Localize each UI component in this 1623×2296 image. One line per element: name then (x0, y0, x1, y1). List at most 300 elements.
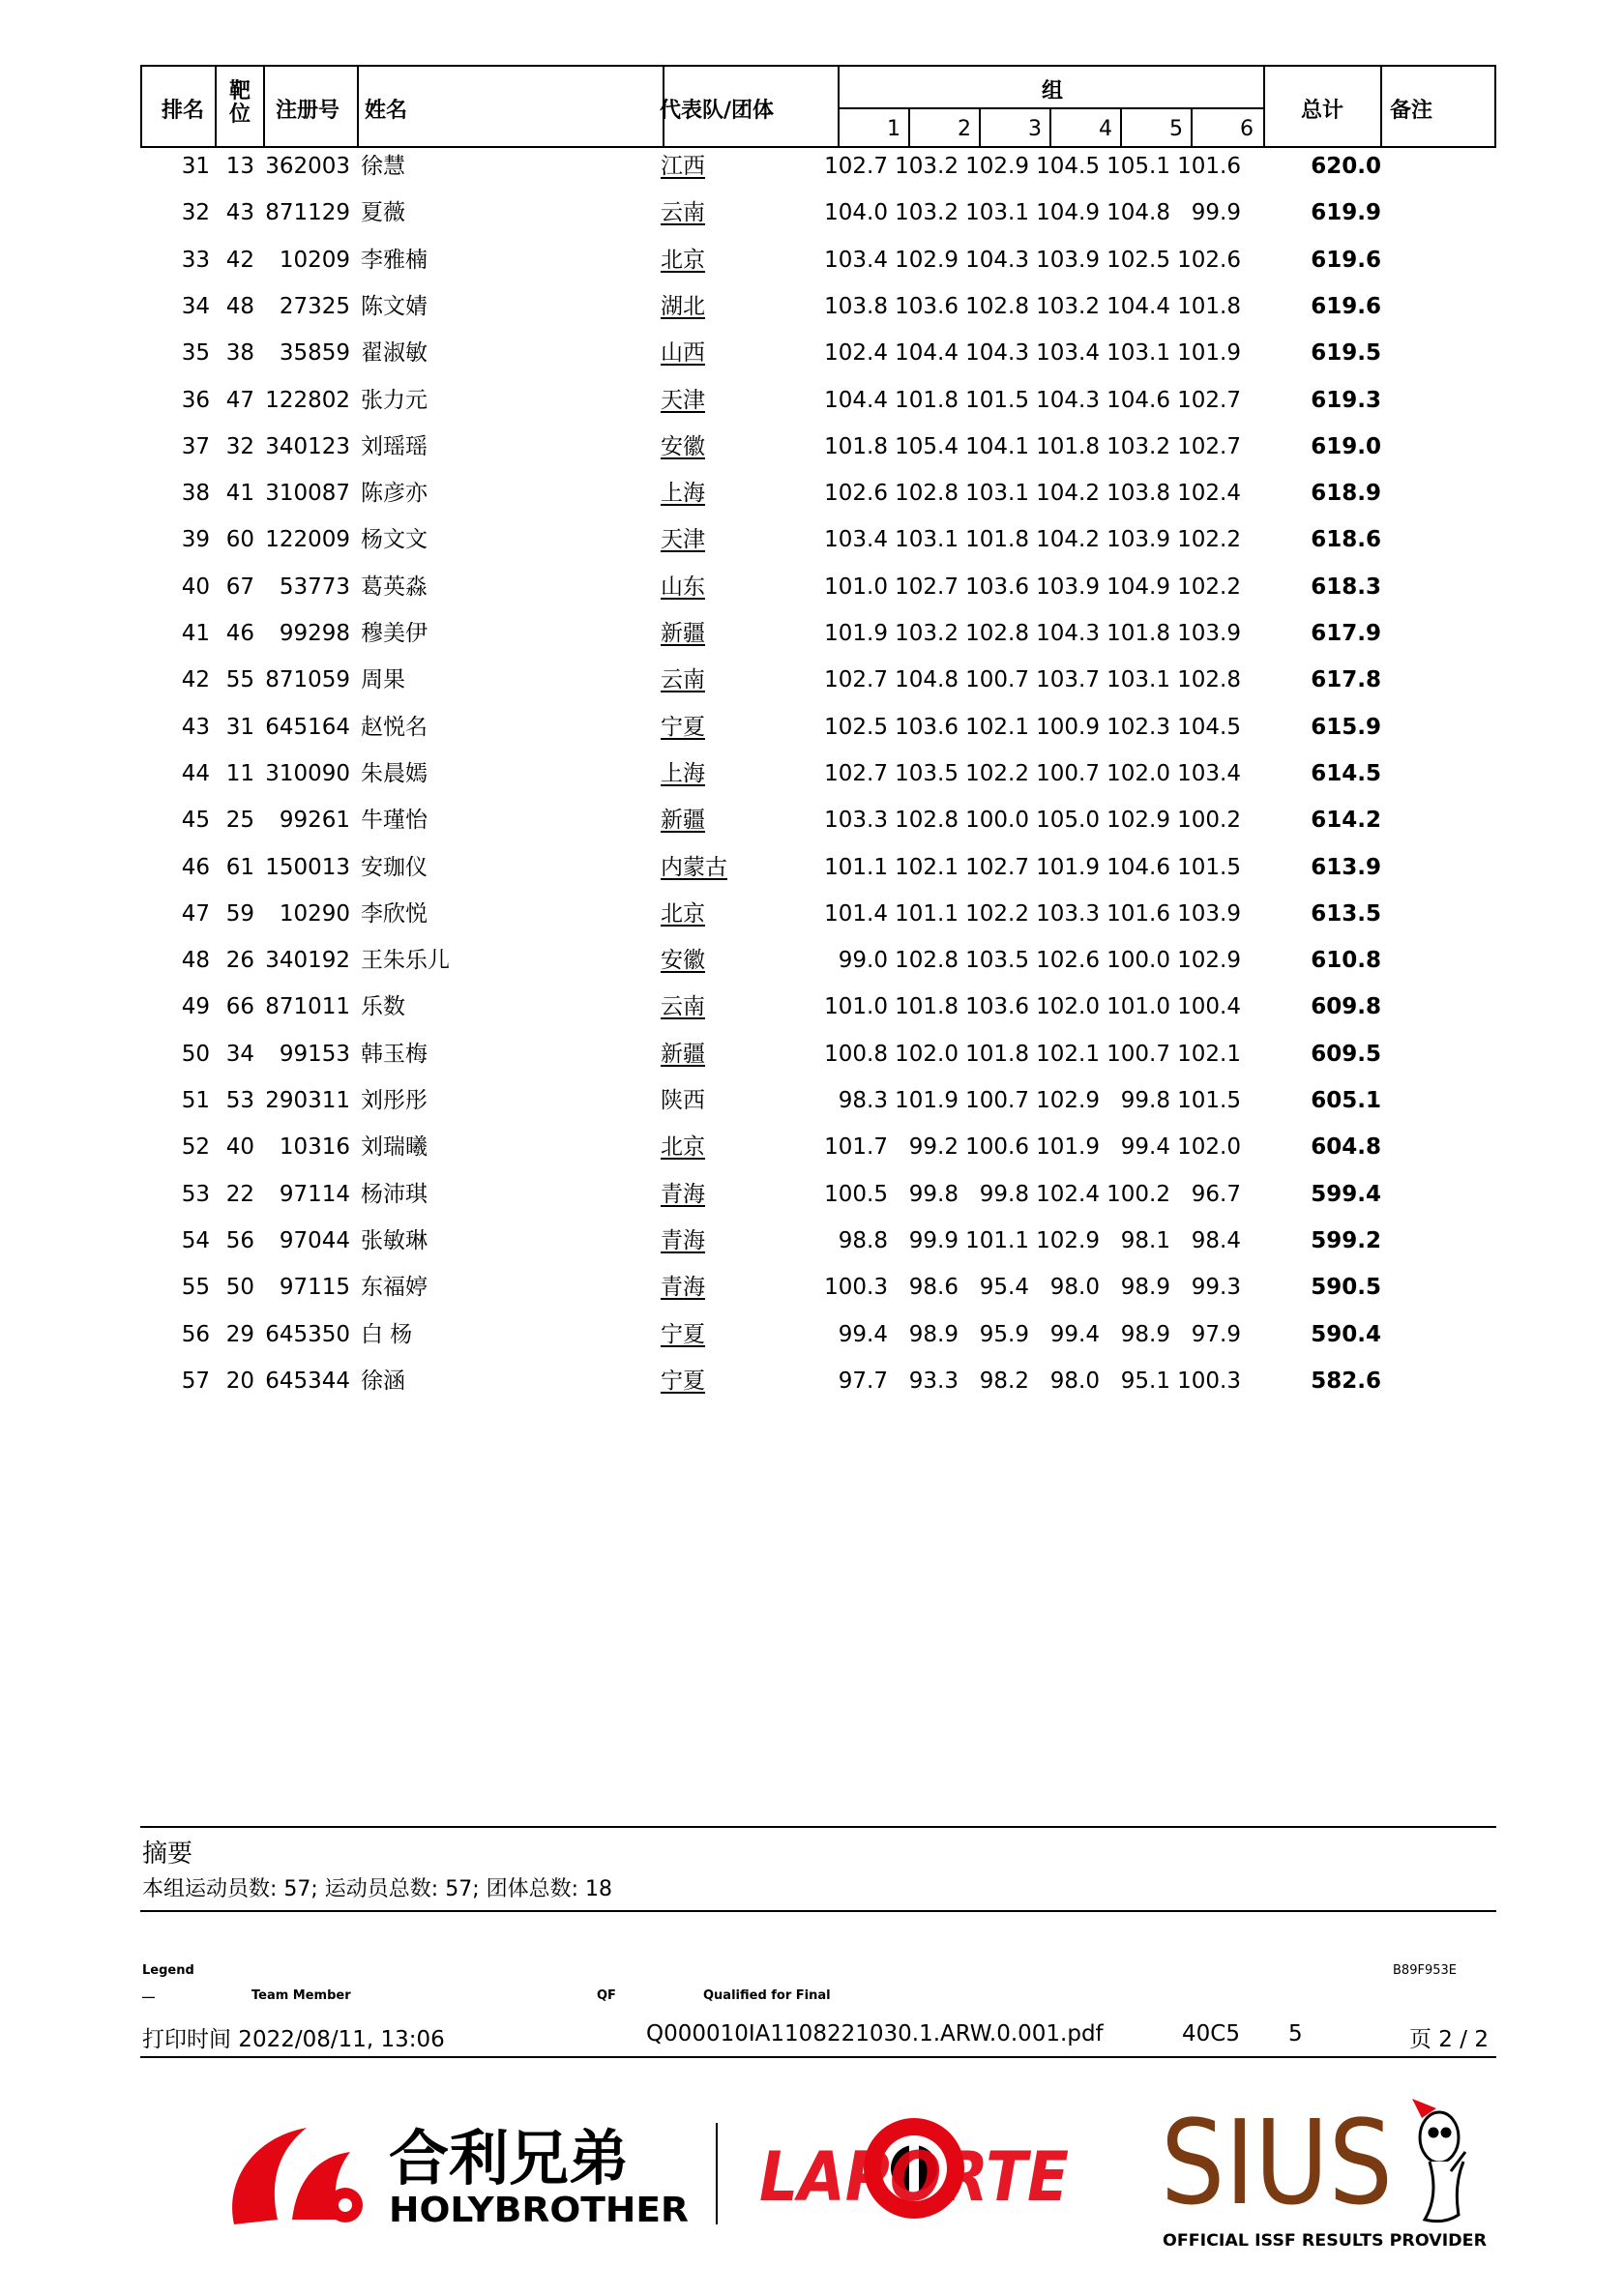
reg-no-cell: 645350 (265, 1321, 350, 1347)
series-cell: 98.2 (979, 1368, 1029, 1394)
total-cell: 613.5 (1311, 900, 1381, 927)
team-cell: 江西 (661, 154, 705, 179)
series-cell: 93.3 (908, 1368, 959, 1394)
series-cell: 103.3 (1036, 900, 1100, 927)
series-cell: 101.9 (824, 621, 888, 646)
series-cell: 99.3 (1191, 1275, 1241, 1301)
series-cell: 101.8 (895, 387, 959, 413)
name-cell: 徐涵 (361, 1368, 405, 1394)
target-cell: 34 (225, 1041, 254, 1067)
header-divider (908, 107, 910, 146)
series-cell: 102.1 (895, 854, 959, 880)
series-cell: 98.0 (1049, 1275, 1100, 1301)
series-cell: 101.1 (965, 1227, 1029, 1253)
summary-top-rule (140, 1826, 1496, 1828)
series-cell: 101.9 (1036, 1134, 1100, 1161)
reg-no-cell: 99298 (279, 621, 350, 646)
series-cell: 101.8 (1107, 621, 1170, 646)
header-divider (357, 67, 359, 146)
series-cell: 103.1 (1107, 340, 1170, 367)
table-row (0, 891, 1623, 937)
series-cell: 103.2 (1036, 293, 1100, 319)
series-cell: 102.9 (1036, 1088, 1100, 1113)
team-cell: 青海 (661, 1181, 705, 1207)
name-cell: 李欣悦 (361, 900, 428, 927)
total-cell: 619.3 (1311, 387, 1381, 413)
rank-cell: 44 (181, 760, 210, 786)
name-cell: 乐数 (361, 994, 405, 1020)
summary-bottom-rule (140, 1910, 1496, 1912)
series-cell: 99.2 (908, 1134, 959, 1161)
series-cell: 99.8 (908, 1181, 959, 1207)
target-cell: 41 (225, 481, 254, 507)
team-cell: 内蒙古 (661, 854, 727, 880)
reg-no-cell: 310087 (265, 481, 350, 507)
footer-number: 5 (1288, 2021, 1303, 2046)
table-row (0, 1031, 1623, 1077)
reg-no-cell: 97115 (279, 1275, 350, 1301)
reg-no-cell: 97044 (279, 1227, 350, 1253)
series-cell: 102.3 (1107, 714, 1170, 740)
table-row (0, 143, 1623, 190)
rank-cell: 37 (181, 433, 210, 459)
target-cell: 26 (225, 948, 254, 974)
results-table-header (140, 65, 1496, 148)
team-cell: 陕西 (661, 1088, 705, 1113)
series-cell: 100.3 (824, 1275, 888, 1301)
table-row (0, 1171, 1623, 1218)
target-cell: 50 (225, 1275, 254, 1301)
series-cell: 98.9 (1120, 1275, 1170, 1301)
table-row (0, 1358, 1623, 1404)
series-cell: 101.8 (1177, 293, 1241, 319)
target-cell: 38 (225, 340, 254, 367)
team-cell: 湖北 (661, 293, 705, 319)
series-cell: 104.3 (1036, 387, 1100, 413)
name-cell: 陈彦亦 (361, 481, 428, 507)
team-cell: 新疆 (661, 1041, 705, 1067)
header-series-6: 6 (1240, 117, 1254, 141)
series-cell: 100.7 (1036, 760, 1100, 786)
total-cell: 599.2 (1311, 1227, 1381, 1253)
total-cell: 618.9 (1311, 481, 1381, 507)
series-cell: 104.9 (1107, 574, 1170, 600)
print-time: 打印时间 2022/08/11, 13:06 (142, 2027, 445, 2052)
reg-no-cell: 645164 (265, 714, 350, 740)
series-cell: 101.6 (1107, 900, 1170, 927)
header-target: 靶位 (228, 79, 251, 127)
series-cell: 104.3 (965, 340, 1029, 367)
name-cell: 牛瑾怡 (361, 808, 428, 834)
table-row (0, 704, 1623, 751)
series-cell: 98.9 (1120, 1321, 1170, 1347)
series-cell: 102.2 (965, 900, 1029, 927)
legend-qf-symbol: QF (597, 1988, 616, 2003)
header-rank: 排名 (162, 99, 205, 123)
team-cell: 北京 (661, 900, 705, 927)
reg-no-cell: 871129 (265, 200, 350, 226)
total-cell: 619.6 (1311, 247, 1381, 273)
rank-cell: 43 (181, 714, 210, 740)
series-cell: 102.8 (895, 481, 959, 507)
team-cell: 云南 (661, 994, 705, 1020)
header-series-1: 1 (887, 117, 900, 141)
reg-no-cell: 362003 (265, 154, 350, 179)
rank-cell: 47 (181, 900, 210, 927)
rank-cell: 32 (181, 200, 210, 226)
rank-cell: 41 (181, 621, 210, 646)
series-cell: 102.7 (965, 854, 1029, 880)
series-cell: 104.4 (1107, 293, 1170, 319)
name-cell: 李雅楠 (361, 247, 428, 273)
target-cell: 47 (225, 387, 254, 413)
target-cell: 61 (225, 854, 254, 880)
series-cell: 100.5 (824, 1181, 888, 1207)
series-cell: 102.9 (1107, 808, 1170, 834)
rank-cell: 35 (181, 340, 210, 367)
header-divider (1263, 67, 1265, 146)
series-cell: 102.9 (1177, 948, 1241, 974)
total-cell: 615.9 (1311, 714, 1381, 740)
reg-no-cell: 122802 (265, 387, 350, 413)
table-row (0, 377, 1623, 424)
series-cell: 99.9 (1191, 200, 1241, 226)
rank-cell: 40 (181, 574, 210, 600)
reg-no-cell: 10316 (279, 1134, 350, 1161)
table-row (0, 610, 1623, 657)
series-cell: 102.6 (824, 481, 888, 507)
series-cell: 102.7 (1177, 387, 1241, 413)
target-cell: 22 (225, 1181, 254, 1207)
table-row (0, 937, 1623, 984)
series-cell: 103.2 (1107, 433, 1170, 459)
total-cell: 599.4 (1311, 1181, 1381, 1207)
series-cell: 101.5 (965, 387, 1029, 413)
series-cell: 102.0 (1177, 1134, 1241, 1161)
series-cell: 102.8 (965, 293, 1029, 319)
target-cell: 25 (225, 808, 254, 834)
target-cell: 29 (225, 1321, 254, 1347)
series-cell: 102.2 (965, 760, 1029, 786)
series-cell: 101.8 (895, 994, 959, 1020)
series-cell: 102.8 (895, 948, 959, 974)
series-cell: 98.8 (838, 1227, 888, 1253)
series-cell: 97.9 (1191, 1321, 1241, 1347)
reg-no-cell: 10209 (279, 247, 350, 273)
header-divider (215, 67, 217, 146)
team-cell: 青海 (661, 1275, 705, 1301)
series-cell: 104.4 (895, 340, 959, 367)
series-cell: 99.8 (979, 1181, 1029, 1207)
series-cell: 104.3 (1036, 621, 1100, 646)
table-row (0, 1218, 1623, 1264)
reg-no-cell: 35859 (279, 340, 350, 367)
series-cell: 103.2 (895, 621, 959, 646)
team-cell: 北京 (661, 1134, 705, 1161)
total-cell: 614.5 (1311, 760, 1381, 786)
table-row (0, 237, 1623, 283)
target-cell: 53 (225, 1088, 254, 1113)
series-cell: 99.9 (908, 1227, 959, 1253)
table-row (0, 1124, 1623, 1170)
table-row (0, 330, 1623, 376)
series-cell: 103.5 (895, 760, 959, 786)
table-row (0, 1311, 1623, 1358)
series-cell: 103.3 (824, 808, 888, 834)
total-cell: 610.8 (1311, 948, 1381, 974)
team-cell: 安徽 (661, 433, 705, 459)
series-cell: 102.5 (824, 714, 888, 740)
total-cell: 582.6 (1311, 1368, 1381, 1394)
series-cell: 100.7 (965, 1088, 1029, 1113)
name-cell: 翟淑敏 (361, 340, 428, 367)
rank-cell: 45 (181, 808, 210, 834)
rank-cell: 53 (181, 1181, 210, 1207)
target-cell: 42 (225, 247, 254, 273)
series-cell: 104.0 (824, 200, 888, 226)
team-cell: 上海 (661, 481, 705, 507)
series-cell: 100.2 (1107, 1181, 1170, 1207)
series-cell: 100.9 (1036, 714, 1100, 740)
rank-cell: 49 (181, 994, 210, 1020)
sius-logo (1161, 2079, 1499, 2253)
series-cell: 101.8 (965, 1041, 1029, 1067)
series-cell: 102.7 (1177, 433, 1241, 459)
series-cell: 102.7 (895, 574, 959, 600)
series-cell: 100.0 (965, 808, 1029, 834)
series-cell: 100.4 (1177, 994, 1241, 1020)
summary-text: 本组运动员数: 57; 运动员总数: 57; 团体总数: 18 (142, 1877, 613, 1901)
table-row (0, 424, 1623, 470)
target-cell: 31 (225, 714, 254, 740)
target-cell: 20 (225, 1368, 254, 1394)
laporte-logo (754, 2108, 1074, 2224)
team-cell: 青海 (661, 1227, 705, 1253)
table-row (0, 797, 1623, 843)
rank-cell: 34 (181, 293, 210, 319)
holybrother-en-text: HOLYBROTHER (389, 2191, 689, 2229)
header-series-4: 4 (1099, 117, 1112, 141)
series-cell: 103.6 (965, 994, 1029, 1020)
series-cell: 104.6 (1107, 387, 1170, 413)
series-cell: 103.4 (1036, 340, 1100, 367)
sius-tagline: OFFICIAL ISSF RESULTS PROVIDER (1163, 2231, 1487, 2251)
team-cell: 宁夏 (661, 1321, 705, 1347)
series-cell: 101.5 (1177, 1088, 1241, 1113)
series-cell: 103.2 (895, 200, 959, 226)
series-cell: 99.4 (1049, 1321, 1100, 1347)
target-cell: 43 (225, 200, 254, 226)
series-cell: 103.9 (1036, 247, 1100, 273)
holybrother-cn-text: 合利兄弟 (389, 2123, 630, 2193)
series-cell: 102.9 (895, 247, 959, 273)
series-cell: 103.9 (1177, 621, 1241, 646)
team-cell: 新疆 (661, 808, 705, 834)
rank-cell: 55 (181, 1275, 210, 1301)
logo-separator (716, 2123, 718, 2224)
reg-no-cell: 310090 (265, 760, 350, 786)
team-cell: 云南 (661, 200, 705, 226)
team-cell: 新疆 (661, 621, 705, 646)
rank-cell: 57 (181, 1368, 210, 1394)
series-cell: 103.7 (1036, 667, 1100, 693)
name-cell: 葛英淼 (361, 574, 428, 600)
target-cell: 67 (225, 574, 254, 600)
table-row (0, 984, 1623, 1030)
series-cell: 101.8 (965, 527, 1029, 553)
name-cell: 韩玉梅 (361, 1041, 428, 1067)
team-cell: 山西 (661, 340, 705, 367)
series-cell: 104.4 (824, 387, 888, 413)
series-cell: 102.1 (965, 714, 1029, 740)
reg-no-cell: 99153 (279, 1041, 350, 1067)
series-cell: 101.0 (1107, 994, 1170, 1020)
laporte-text: LAPORTE (759, 2137, 1069, 2217)
rank-cell: 50 (181, 1041, 210, 1067)
target-cell: 48 (225, 293, 254, 319)
total-cell: 619.0 (1311, 433, 1381, 459)
name-cell: 赵悦名 (361, 714, 428, 740)
series-cell: 95.4 (979, 1275, 1029, 1301)
total-cell: 609.5 (1311, 1041, 1381, 1067)
team-cell: 宁夏 (661, 1368, 705, 1394)
series-cell: 102.0 (1107, 760, 1170, 786)
header-divider (263, 67, 265, 146)
series-cell: 104.8 (895, 667, 959, 693)
table-row (0, 564, 1623, 610)
rank-cell: 48 (181, 948, 210, 974)
series-cell: 97.7 (838, 1368, 888, 1394)
name-cell: 夏薇 (361, 200, 405, 226)
series-cell: 102.6 (1036, 948, 1100, 974)
header-divider (1049, 107, 1051, 146)
name-cell: 周果 (361, 667, 405, 693)
series-cell: 103.4 (824, 247, 888, 273)
series-cell: 102.8 (965, 621, 1029, 646)
total-cell: 618.3 (1311, 574, 1381, 600)
series-cell: 103.1 (965, 200, 1029, 226)
series-cell: 103.1 (1107, 667, 1170, 693)
series-cell: 102.0 (1036, 994, 1100, 1020)
name-cell: 张敏琳 (361, 1227, 428, 1253)
series-cell: 101.0 (824, 994, 888, 1020)
rank-cell: 52 (181, 1134, 210, 1161)
series-cell: 101.8 (824, 433, 888, 459)
legend-code: B89F953E (1393, 1963, 1457, 1978)
header-series-5: 5 (1169, 117, 1183, 141)
series-cell: 100.0 (1107, 948, 1170, 974)
series-cell: 102.0 (895, 1041, 959, 1067)
legend-team-label: Team Member (251, 1988, 351, 2003)
reg-no-cell: 10290 (279, 900, 350, 927)
team-cell: 宁夏 (661, 714, 705, 740)
series-cell: 102.8 (895, 808, 959, 834)
total-cell: 590.4 (1311, 1321, 1381, 1347)
file-name: Q000010IA1108221030.1.ARW.0.001.pdf (646, 2021, 1104, 2046)
name-cell: 张力元 (361, 387, 428, 413)
series-cell: 102.7 (824, 760, 888, 786)
series-cell: 100.7 (965, 667, 1029, 693)
series-cell: 105.0 (1036, 808, 1100, 834)
reg-no-cell: 340123 (265, 433, 350, 459)
reg-no-cell: 97114 (279, 1181, 350, 1207)
series-cell: 99.8 (1120, 1088, 1170, 1113)
rank-cell: 33 (181, 247, 210, 273)
series-cell: 101.4 (824, 900, 888, 927)
total-cell: 619.5 (1311, 340, 1381, 367)
series-cell: 102.1 (1177, 1041, 1241, 1067)
name-cell: 白 杨 (361, 1321, 413, 1347)
series-cell: 103.4 (824, 527, 888, 553)
reg-no-cell: 53773 (279, 574, 350, 600)
target-cell: 40 (225, 1134, 254, 1161)
table-row (0, 516, 1623, 563)
series-cell: 98.1 (1120, 1227, 1170, 1253)
series-cell: 100.2 (1177, 808, 1241, 834)
team-cell: 天津 (661, 527, 705, 553)
total-cell: 590.5 (1311, 1275, 1381, 1301)
series-cell: 103.4 (1177, 760, 1241, 786)
legend-title: Legend (142, 1963, 194, 1978)
series-cell: 95.1 (1120, 1368, 1170, 1394)
rank-cell: 42 (181, 667, 210, 693)
header-remarks: 备注 (1390, 99, 1433, 123)
total-cell: 604.8 (1311, 1134, 1381, 1161)
series-cell: 102.1 (1036, 1041, 1100, 1067)
series-cell: 101.6 (1177, 154, 1241, 179)
series-cell: 95.9 (979, 1321, 1029, 1347)
series-cell: 101.1 (895, 900, 959, 927)
series-cell: 103.8 (824, 293, 888, 319)
series-cell: 103.9 (1107, 527, 1170, 553)
team-cell: 上海 (661, 760, 705, 786)
series-cell: 98.4 (1191, 1227, 1241, 1253)
series-cell: 98.0 (1049, 1368, 1100, 1394)
target-cell: 11 (225, 760, 254, 786)
rank-cell: 54 (181, 1227, 210, 1253)
reg-no-cell: 99261 (279, 808, 350, 834)
target-cell: 56 (225, 1227, 254, 1253)
name-cell: 刘瑞曦 (361, 1134, 428, 1161)
series-cell: 102.9 (1036, 1227, 1100, 1253)
series-cell: 103.6 (895, 714, 959, 740)
target-cell: 59 (225, 900, 254, 927)
series-cell: 103.1 (965, 481, 1029, 507)
series-cell: 99.4 (838, 1321, 888, 1347)
header-name: 姓名 (365, 99, 408, 123)
series-cell: 105.1 (1107, 154, 1170, 179)
series-cell: 104.3 (965, 247, 1029, 273)
target-cell: 66 (225, 994, 254, 1020)
table-row (0, 190, 1623, 236)
header-total: 总计 (1301, 99, 1344, 123)
series-cell: 105.4 (895, 433, 959, 459)
reg-no-cell: 871059 (265, 667, 350, 693)
reg-no-cell: 150013 (265, 854, 350, 880)
team-cell: 安徽 (661, 948, 705, 974)
team-cell: 云南 (661, 667, 705, 693)
rank-cell: 51 (181, 1088, 210, 1113)
page-indicator: 页 2 / 2 (1409, 2027, 1489, 2052)
series-cell: 102.9 (965, 154, 1029, 179)
series-cell: 96.7 (1191, 1181, 1241, 1207)
series-cell: 103.1 (895, 527, 959, 553)
series-cell: 104.2 (1036, 527, 1100, 553)
series-cell: 101.9 (1177, 340, 1241, 367)
series-cell: 99.4 (1120, 1134, 1170, 1161)
target-cell: 55 (225, 667, 254, 693)
series-cell: 100.7 (1107, 1041, 1170, 1067)
